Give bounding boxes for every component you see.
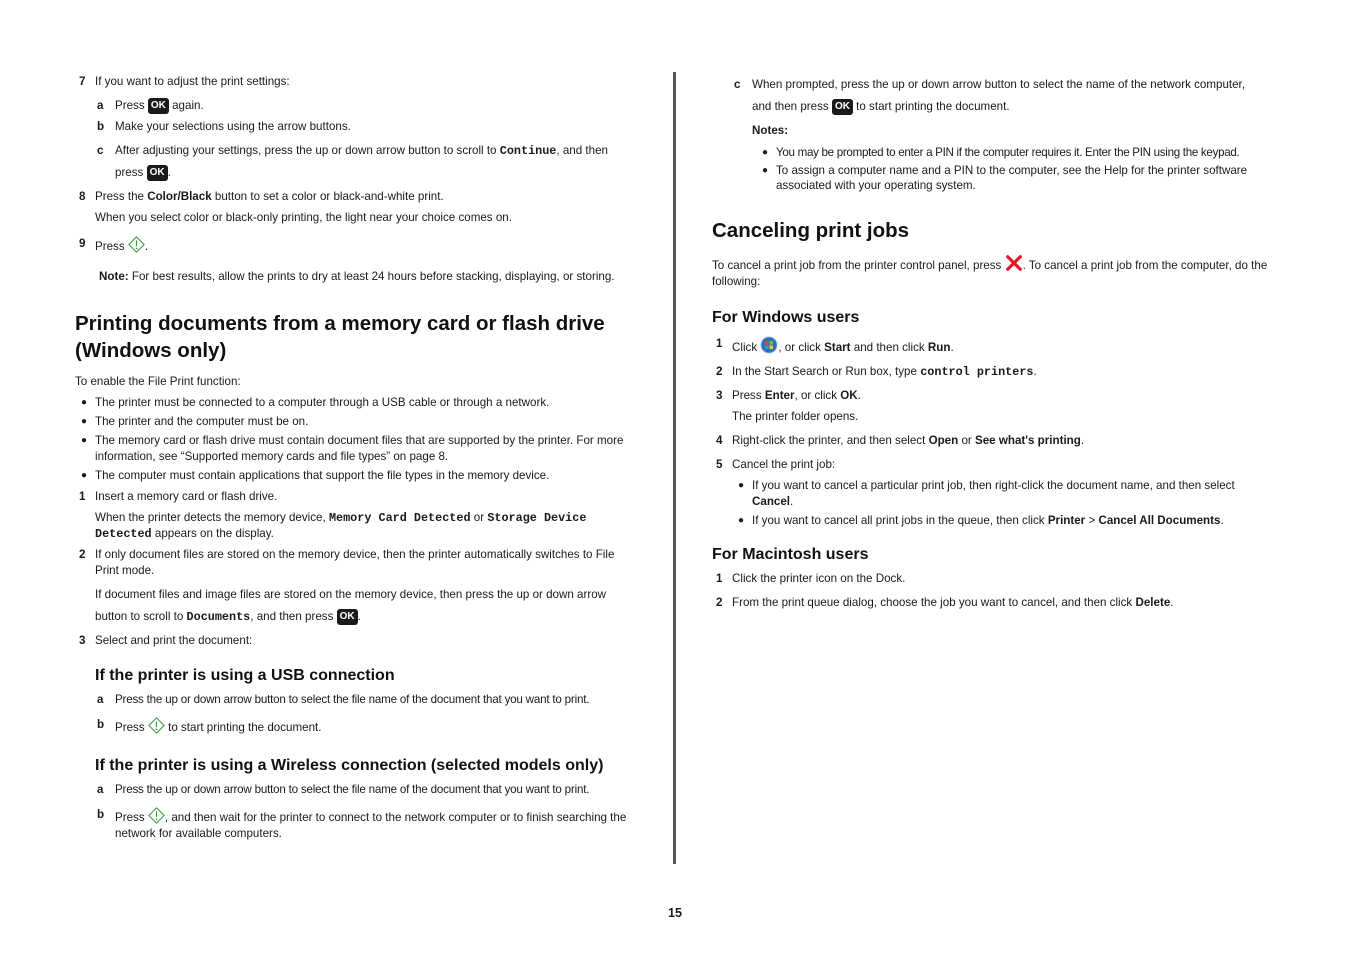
menu-name: Run — [927, 341, 951, 354]
sub-text: . — [167, 166, 171, 179]
sub-label: a — [97, 783, 104, 796]
step-number: 2 — [716, 365, 723, 378]
button-name: Color/Black — [147, 190, 212, 203]
step-7b — [75, 119, 640, 135]
wifi-step-c — [712, 74, 1277, 118]
sub-text: again. — [172, 99, 204, 112]
step-text: button to scroll to — [95, 610, 184, 623]
bullet-text: The printer and the computer must be on. — [95, 415, 309, 428]
subsection-heading: If the printer is using a USB connection — [95, 667, 395, 684]
mac-step-2 — [712, 595, 1277, 611]
sub-text: press — [115, 166, 144, 179]
step-text: Right-click the printer, and then select — [732, 434, 926, 447]
intro-text: . To cancel a print job from the computer, do the following: — [712, 259, 1268, 288]
step-number: 2 — [716, 596, 723, 609]
step-number: 9 — [79, 237, 86, 250]
bullet-item: ● The memory card or flash drive must contain document files that are supported by the printer. For more information, see “Supported memory cards and file types” on page 8. — [75, 433, 640, 465]
menu-name: Cancel — [752, 495, 791, 508]
wifi-step-a — [75, 782, 640, 798]
start-button-icon — [148, 717, 165, 734]
button-name: Delete — [1135, 596, 1171, 609]
step-9 — [75, 236, 640, 255]
sub-text: Press — [115, 99, 145, 112]
step-number: 5 — [716, 458, 723, 471]
step-7a — [75, 98, 640, 114]
notes-label — [712, 123, 1277, 139]
usb-step-b — [75, 717, 640, 736]
step-8 — [75, 189, 640, 205]
subsection-heading: For Windows users — [712, 309, 860, 326]
display-text: Detected — [95, 527, 152, 541]
step-text: . — [144, 240, 149, 253]
win-step-5 — [712, 457, 1277, 473]
sub-text: Press — [115, 811, 145, 824]
bullet-text: The printer must be connected to a computer through a USB cable or through a network. — [95, 396, 550, 409]
note — [75, 269, 640, 285]
step-text: If only document files are stored on the memory device, then the printer automatically switches to File Print mode. — [95, 548, 615, 577]
start-button-icon — [148, 807, 165, 824]
step-text: If document files and image files are stored on the memory device, then press the up or down arrow — [95, 588, 607, 601]
note-item: ● To assign a computer name and a PIN to the computer, see the Help for the printer software associated with your operating system. — [712, 163, 1277, 193]
sub-label: a — [97, 693, 104, 706]
button-name: OK — [840, 389, 858, 402]
step-text: . — [1033, 365, 1037, 378]
sub-text: to start printing the document. — [856, 100, 1010, 113]
step-text: When the printer detects the memory device, — [95, 511, 326, 524]
menu-name: Open — [928, 434, 959, 447]
section-heading: Canceling print jobs — [712, 219, 910, 242]
subsection-heading: If the printer is using a Wireless connection (selected models only) — [95, 757, 604, 774]
sub-text: Press the up or down arrow button to select the file name of the document that you want to print. — [115, 783, 590, 796]
step-text: or — [961, 434, 972, 447]
step-2 — [75, 547, 640, 579]
step-text: Press — [95, 240, 125, 253]
bullet-item: ● The printer and the computer must be on. — [75, 414, 640, 430]
step-number: 1 — [716, 337, 723, 350]
note-text: For best results, allow the prints to dry at least 24 hours before stacking, displaying, or storing. — [131, 270, 615, 283]
win-step-3-result — [712, 409, 1277, 425]
step-text: Select and print the document: — [95, 634, 253, 647]
step-text: and then click — [853, 341, 925, 354]
note-text: To assign a computer name and a PIN to the computer, see the Help for the printer software associated with your operating system. — [776, 164, 1248, 192]
step-7 — [75, 74, 640, 90]
cancel-x-icon — [1005, 254, 1023, 272]
step-7c — [75, 140, 640, 184]
step-text: Press the — [95, 190, 144, 203]
sub-text: , and then — [556, 144, 608, 157]
display-text: Storage Device — [487, 511, 587, 525]
step-text: button to set a color or black-and-white print. — [214, 190, 444, 203]
step-text: appears on the display. — [154, 527, 274, 540]
step-text: When you select color or black-only printing, the light near your choice comes on. — [95, 211, 512, 224]
sub-text: and then press — [752, 100, 829, 113]
mac-step-1 — [712, 571, 1277, 587]
sub-text: After adjusting your settings, press the up or down arrow button to scroll to — [115, 144, 497, 157]
key-name: Enter — [764, 389, 795, 402]
display-text: Documents — [186, 610, 251, 624]
ok-button-icon: OK — [337, 609, 358, 625]
step-text: Cancel the print job: — [732, 458, 836, 471]
subsection-heading: For Macintosh users — [712, 546, 869, 563]
step-text: . — [1080, 434, 1085, 447]
note-label: Note: — [99, 270, 129, 283]
sub-text: Press the up or down arrow button to select the file name of the document that you want to print. — [115, 693, 590, 706]
ok-button-icon: OK — [148, 98, 169, 114]
note-item: ● You may be prompted to enter a PIN if the computer requires it. Enter the PIN using the keypad. — [712, 145, 1277, 161]
wifi-step-b — [75, 807, 640, 842]
sub-label: b — [97, 718, 105, 731]
sub-label: c — [734, 78, 741, 91]
step-1-detail — [75, 510, 640, 542]
step-number: 3 — [716, 389, 723, 402]
notes-label-text: Notes: — [752, 124, 789, 137]
step-text: . — [1170, 596, 1174, 609]
step-text: , or click — [778, 341, 821, 354]
menu-name: Start — [824, 341, 851, 354]
bullet-text: If you want to cancel all print jobs in the queue, then click — [752, 514, 1045, 527]
bullet-item: ● If you want to cancel all print jobs in the queue, then click Printer > Cancel All Documents. — [738, 514, 1224, 527]
menu-name: See what's printing — [975, 434, 1081, 447]
step-text: In the Start Search or Run box, type — [732, 365, 917, 378]
sub-text: Make your selections using the arrow buttons. — [115, 120, 351, 133]
win-step-3 — [712, 388, 1277, 404]
bullet-item: ● The printer must be connected to a computer through a USB cable or through a network. — [75, 395, 640, 411]
step-number: 2 — [79, 548, 86, 561]
bullet-item: ● If you want to cancel a particular print job, then right-click the document name, and then select Cancel. — [738, 479, 1235, 508]
step-3 — [75, 633, 640, 649]
win-step-4 — [712, 433, 1277, 449]
bullet-text: The computer must contain applications that support the file types in the memory device. — [95, 469, 550, 482]
sub-text: to start printing the document. — [168, 721, 322, 734]
step-text: Click — [732, 341, 758, 354]
sub-label: c — [97, 144, 104, 157]
step-text: The printer folder opens. — [732, 410, 859, 423]
intro-text: To cancel a print job from the printer control panel, press — [712, 259, 1002, 272]
step-text: , and then press — [250, 610, 334, 623]
left-column — [75, 70, 640, 847]
start-button-icon — [128, 236, 145, 253]
display-text: Memory Card Detected — [328, 511, 471, 525]
intro-text: To enable the File Print function: — [75, 375, 241, 388]
page-number: 15 — [668, 906, 682, 920]
step-8-note — [75, 210, 640, 226]
display-text: Continue — [499, 144, 557, 158]
menu-name: Cancel All Documents — [1098, 514, 1221, 527]
step-text: . — [857, 389, 861, 402]
cancel-intro — [712, 254, 1277, 290]
step-number: 4 — [716, 434, 723, 447]
win-step-1 — [712, 336, 1277, 356]
win-step-2 — [712, 364, 1277, 380]
step-text: . — [357, 610, 361, 623]
section-heading: Printing documents from a memory card or flash drive (Windows only) — [75, 312, 605, 362]
note-text: You may be prompted to enter a PIN if the computer requires it. Enter the PIN using the keypad. — [776, 146, 1240, 159]
step-2-detail — [75, 584, 640, 628]
menu-separator: > — [1088, 514, 1096, 527]
sub-label: b — [97, 808, 105, 821]
bullet-text: . — [1220, 514, 1224, 527]
column-divider — [673, 72, 676, 864]
sub-text: , and then wait for the printer to connect to the network computer or to finish searching the network for available computers. — [115, 811, 627, 840]
right-column — [712, 70, 1277, 616]
sub-label: a — [97, 99, 104, 112]
bullet-item: ● The computer must contain applications that support the file types in the memory device. — [75, 468, 640, 484]
step-text: Insert a memory card or flash drive. — [95, 490, 278, 503]
step-number: 8 — [79, 190, 86, 203]
step-number: 7 — [79, 75, 86, 88]
windows-start-icon — [760, 336, 778, 354]
step-text: Press — [732, 389, 762, 402]
step-number: 1 — [79, 490, 86, 503]
ok-button-icon: OK — [832, 99, 853, 115]
step-text: , or click — [794, 389, 838, 402]
step-number: 3 — [79, 634, 86, 647]
command-text: control printers — [920, 365, 1034, 379]
usb-step-a — [75, 692, 640, 708]
step-number: 1 — [716, 572, 723, 585]
sub-text: Press — [115, 721, 145, 734]
sub-text: When prompted, press the up or down arrow button to select the name of the network computer, — [752, 78, 1246, 91]
bullet-text: If you want to cancel a particular print job, then right-click the document name, and then select — [752, 479, 1235, 492]
step-text: . — [950, 341, 954, 354]
menu-name: Printer — [1047, 514, 1086, 527]
sub-label: b — [97, 120, 105, 133]
ok-button-icon: OK — [147, 165, 168, 181]
bullet-text: . — [790, 495, 794, 508]
step-text: From the print queue dialog, choose the job you want to cancel, and then click — [732, 596, 1133, 609]
step-text: If you want to adjust the print settings: — [95, 75, 290, 88]
step-1 — [75, 489, 640, 505]
bullet-text: The memory card or flash drive must contain document files that are supported by the printer. For more information, see “Supported memory cards and file types” on page 8. — [95, 434, 624, 463]
step-text: Click the printer icon on the Dock. — [732, 572, 906, 585]
step-text: or — [473, 511, 485, 524]
